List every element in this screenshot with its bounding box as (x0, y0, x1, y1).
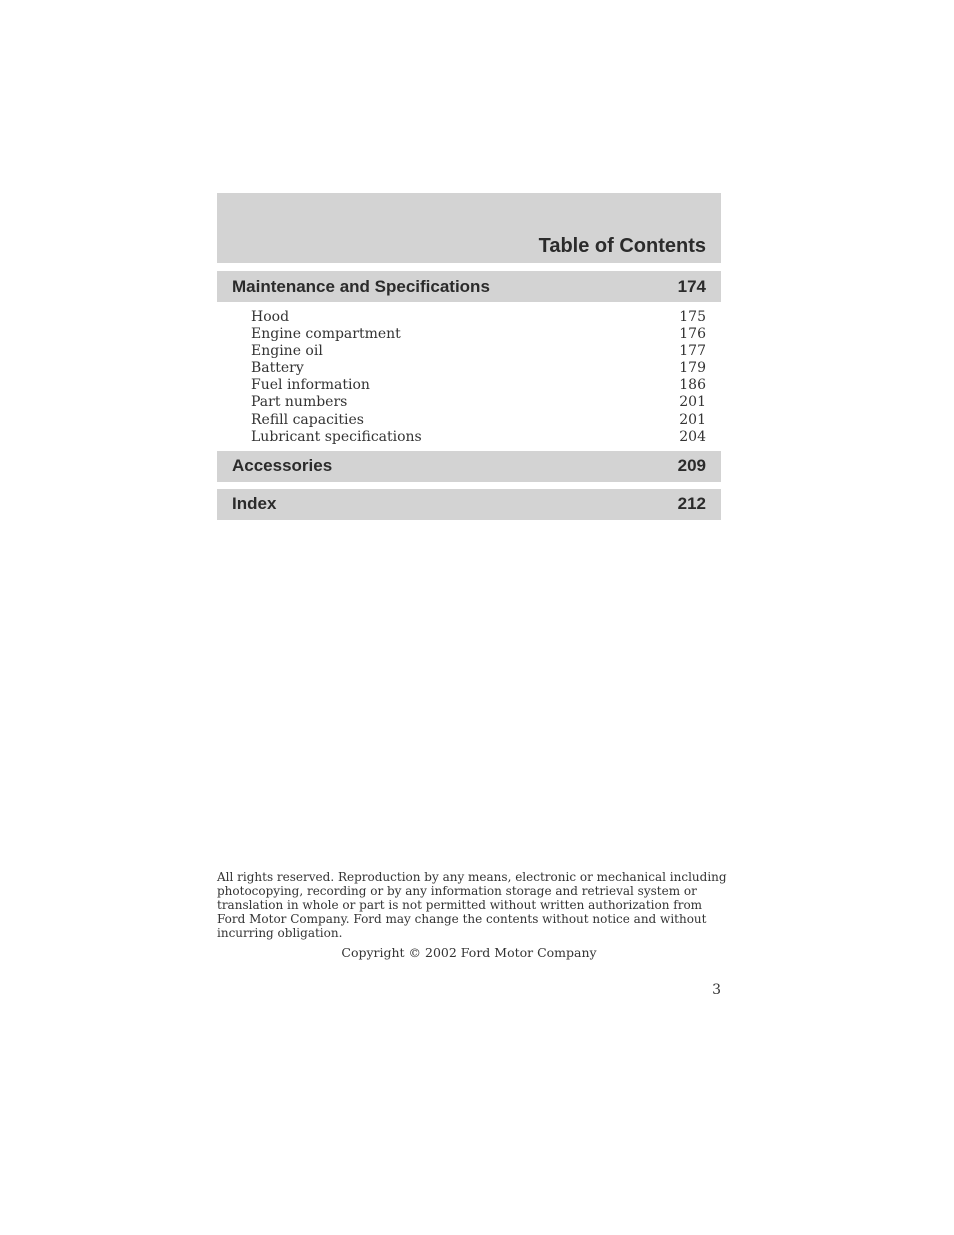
item-label: Fuel information (251, 377, 370, 394)
item-page: 179 (679, 360, 706, 377)
page-title: Table of Contents (538, 235, 706, 257)
toc-item-hood[interactable] (251, 309, 706, 326)
section-label: Accessories (232, 456, 333, 476)
item-page: 204 (679, 428, 706, 445)
item-label: Engine compartment (251, 326, 401, 343)
toc-header-band (217, 193, 721, 263)
copyright-line: Copyright © 2002 Ford Motor Company (341, 945, 597, 960)
section-label: Index (232, 494, 277, 514)
page-number: 3 (712, 982, 721, 998)
item-page: 177 (679, 343, 706, 360)
rights-notice: All rights reserved. Reproduction by any means, electronic or mechanical including photocopying, recording or by any information storage and retrieval system or translation in whole or part is not permitted without written authorization from Ford Motor Company. Ford may change the contents without notice and without incurring obligation. (217, 870, 727, 940)
toc-item-battery[interactable] (251, 360, 706, 377)
item-label: Battery (251, 360, 304, 377)
section-page: 212 (677, 494, 706, 514)
toc-section-index[interactable] (217, 489, 721, 520)
toc-item-part-numbers[interactable] (251, 394, 706, 411)
item-page: 201 (679, 411, 706, 428)
item-page: 186 (679, 377, 706, 394)
toc-item-engine-compartment[interactable] (251, 326, 706, 343)
toc-item-lubricant-specifications[interactable] (251, 429, 706, 446)
item-page: 201 (679, 394, 706, 411)
item-label: Hood (251, 309, 290, 325)
item-page: 175 (679, 309, 706, 325)
toc-section-maintenance[interactable] (217, 271, 721, 302)
toc-item-refill-capacities[interactable] (251, 412, 706, 429)
table-of-contents (217, 193, 721, 520)
item-label: Part numbers (251, 394, 348, 411)
maintenance-subsection-list (217, 309, 721, 446)
toc-item-fuel-information[interactable] (251, 377, 706, 394)
item-label: Refill capacities (251, 411, 364, 428)
item-label: Engine oil (251, 343, 323, 360)
section-page: 174 (677, 276, 706, 296)
section-label: Maintenance and Specifications (232, 276, 490, 296)
toc-item-engine-oil[interactable] (251, 343, 706, 360)
section-page: 209 (677, 456, 706, 476)
item-page: 176 (679, 326, 706, 343)
toc-section-accessories[interactable] (217, 451, 721, 482)
item-label: Lubricant specifications (251, 428, 422, 445)
